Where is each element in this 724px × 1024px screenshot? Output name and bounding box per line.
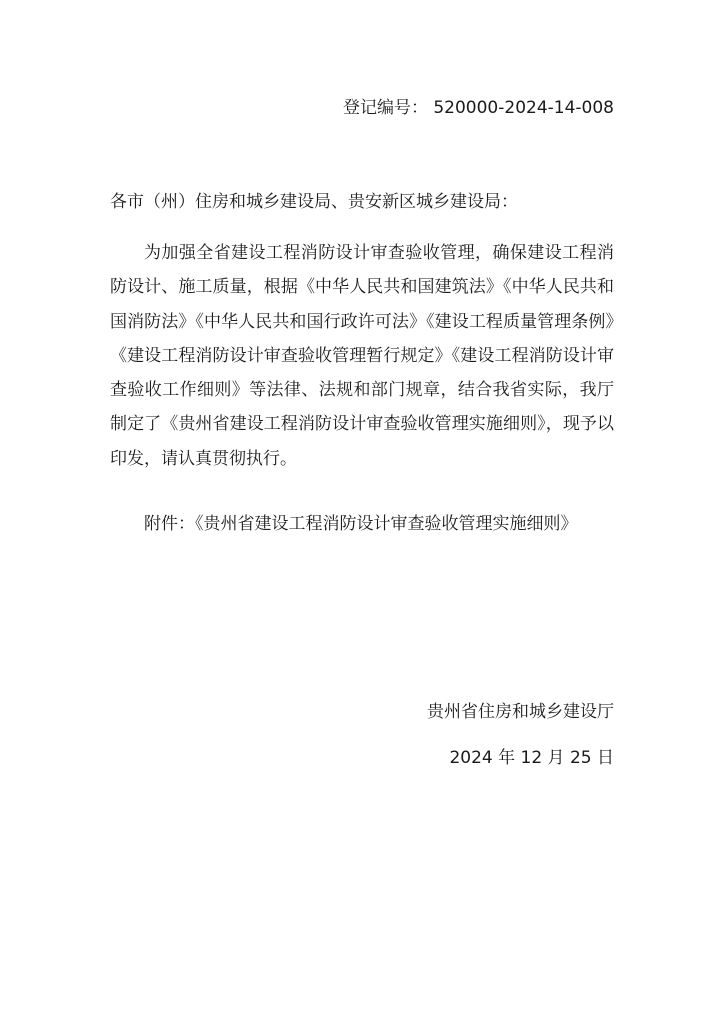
body-paragraph: 为加强全省建设工程消防设计审查验收管理，确保建设工程消防设计、施工质量，根据《中华人民共和国建筑法》《中华人民共和国消防法》《中华人民共和国行政许可法》《建设工程质量管理条例》《建设工程消防设计审查验收管理暂行规定》《建设工程消防设计审查验收工作细则》等法律、法规和部门规章，结合我省实际，我厅制定了《贵州省建设工程消防设计审查验收管理实施细则》，现予以印发，请认真贯彻执行。: [110, 243, 614, 469]
issuer-name: 贵州省住房和城乡建设厅: [427, 702, 614, 722]
salutation: 各市（州）住房和城乡建设局、贵安新区城乡建设局：: [110, 192, 518, 212]
attachment-line: 附件：《贵州省建设工程消防设计审查验收管理实施细则》: [144, 514, 578, 534]
registration-number: 登记编号： 520000-2024-14-008: [342, 98, 614, 118]
issue-date: 2024 年 12 月 25 日: [449, 748, 614, 768]
